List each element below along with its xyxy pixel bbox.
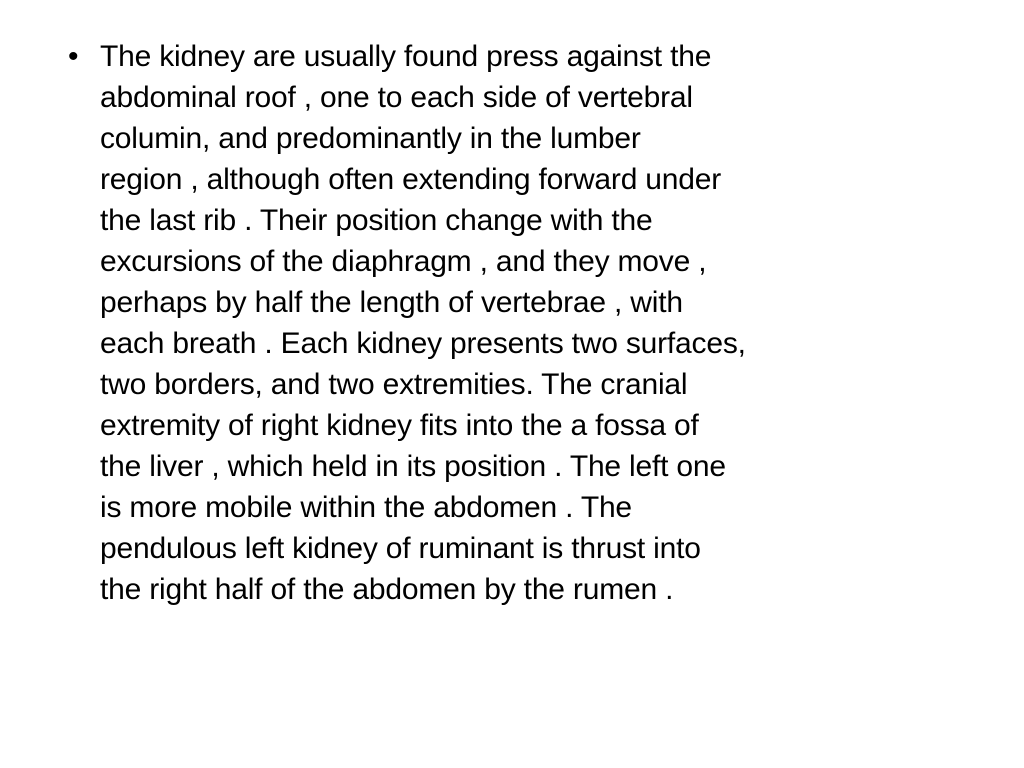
bullet-paragraph [100, 36, 972, 610]
paragraph-line: each breath . Each kidney presents two surfaces, [100, 327, 746, 360]
paragraph-line: pendulous left kidney of ruminant is thrust into [100, 532, 701, 565]
paragraph-line: excursions of the diaphragm , and they move , [100, 245, 707, 278]
paragraph-line: perhaps by half the length of vertebrae , with [100, 286, 683, 319]
bullet-item [62, 36, 972, 610]
bullet-icon: • [68, 40, 79, 73]
paragraph-line: the last rib . Their position change with the [100, 204, 653, 237]
paragraph-line: region , although often extending forward under [100, 163, 722, 196]
paragraph-line: is more mobile within the abdomen . The [100, 491, 632, 524]
paragraph-line: abdominal roof , one to each side of vertebral [100, 81, 693, 114]
paragraph-line: columin, and predominantly in the lumber [100, 122, 641, 155]
paragraph-line: the right half of the abdomen by the rumen . [100, 573, 674, 606]
paragraph-line: two borders, and two extremities. The cranial [100, 368, 688, 401]
paragraph-line: the liver , which held in its position . The left one [100, 450, 726, 483]
slide-body [62, 36, 972, 610]
paragraph-line: extremity of right kidney fits into the a fossa of [100, 409, 699, 442]
paragraph-line: The kidney are usually found press against the [100, 40, 712, 73]
